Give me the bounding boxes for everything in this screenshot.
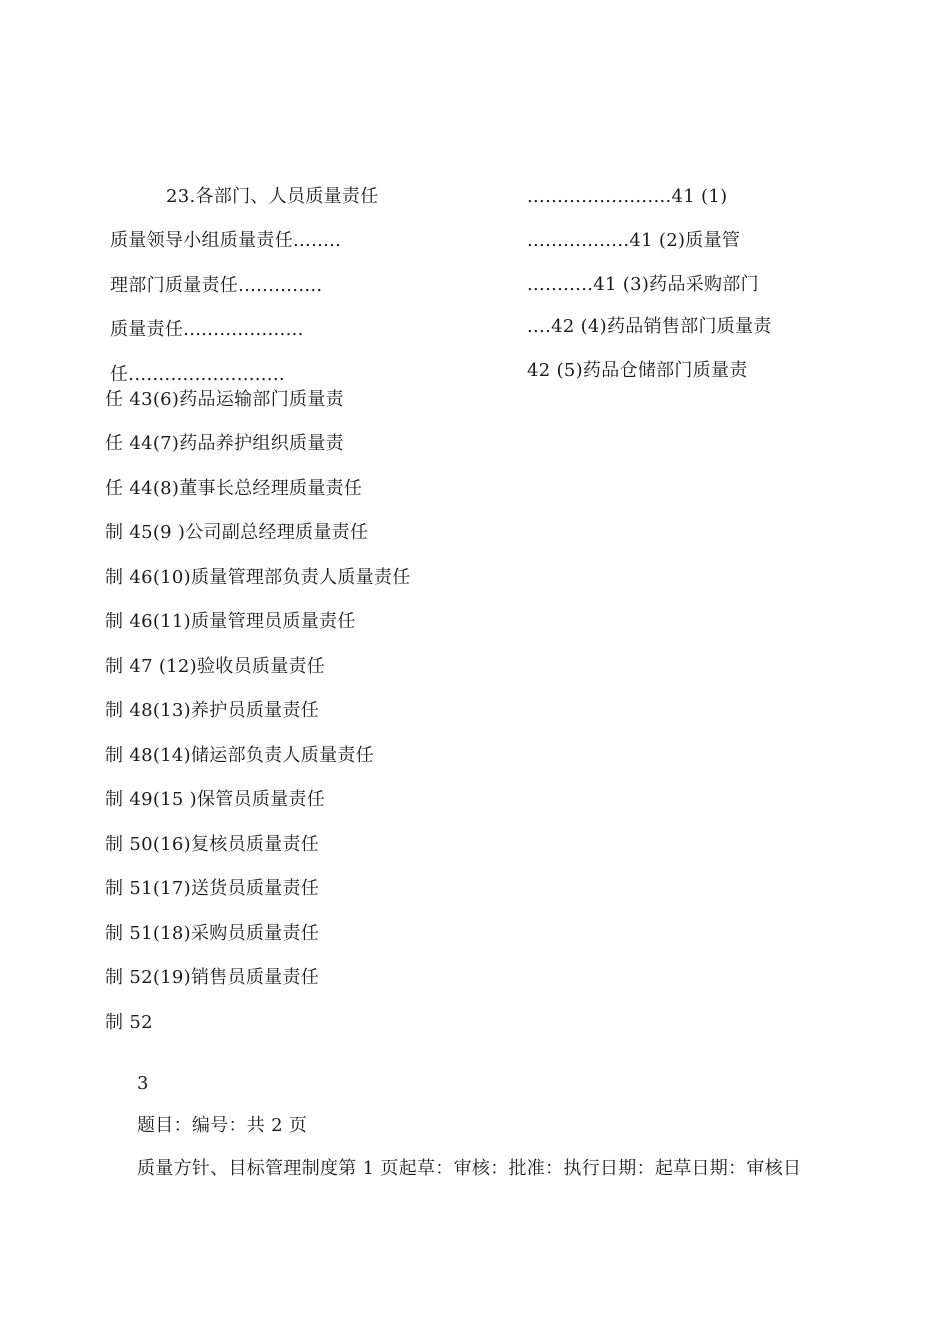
toc-entry: 任 44(7)药品养护组织质量责 — [105, 433, 344, 454]
toc-right-line-1: ........................41 (1) — [527, 186, 728, 207]
toc-entry: 制 50(16)复核员质量责任 — [105, 834, 320, 855]
toc-entry: 制 51(18)采购员质量责任 — [105, 923, 320, 944]
toc-left-line-2: 质量领导小组质量责任........ — [110, 230, 342, 251]
toc-entry: 任 43(6)药品运输部门质量责 — [105, 389, 344, 410]
toc-left-line-4: 质量责任.................... — [110, 319, 304, 340]
toc-entry: 制 46(11)质量管理员质量责任 — [105, 611, 356, 632]
toc-entry: 制 48(14)储运部负责人质量责任 — [105, 745, 374, 766]
toc-entry: 制 47 (12)验收员质量责任 — [105, 656, 326, 677]
toc-left-line-5: 任.......................... — [110, 364, 285, 385]
toc-right-line-5: 42 (5)药品仓储部门质量责 — [527, 360, 748, 381]
header-line: 题目：编号：共 2 页 — [137, 1115, 308, 1136]
toc-entry: 制 52 — [105, 1012, 153, 1033]
toc-entry: 制 49(15 )保管员质量责任 — [105, 789, 326, 810]
toc-entry: 任 44(8)董事长总经理质量责任 — [105, 478, 363, 499]
toc-right-line-4: ....42 (4)药品销售部门质量责 — [527, 316, 772, 337]
toc-left-line-1: 23.各部门、人员质量责任 — [166, 186, 379, 207]
toc-right-line-2: .................41 (2)质量管 — [527, 230, 741, 251]
title-line: 质量方针、目标管理制度第 1 页起草：审核：批准：执行日期：起草日期：审核日 — [137, 1158, 802, 1179]
toc-entry: 制 48(13)养护员质量责任 — [105, 700, 320, 721]
toc-entry: 制 45(9 )公司副总经理质量责任 — [105, 522, 369, 543]
toc-right-line-3: ...........41 (3)药品采购部门 — [527, 274, 759, 295]
toc-entry: 制 52(19)销售员质量责任 — [105, 967, 320, 988]
toc-entry: 制 51(17)送货员质量责任 — [105, 878, 320, 899]
toc-left-line-3: 理部门质量责任.............. — [110, 275, 323, 296]
toc-entry: 制 46(10)质量管理部负责人质量责任 — [105, 567, 411, 588]
page-number: 3 — [137, 1073, 149, 1094]
